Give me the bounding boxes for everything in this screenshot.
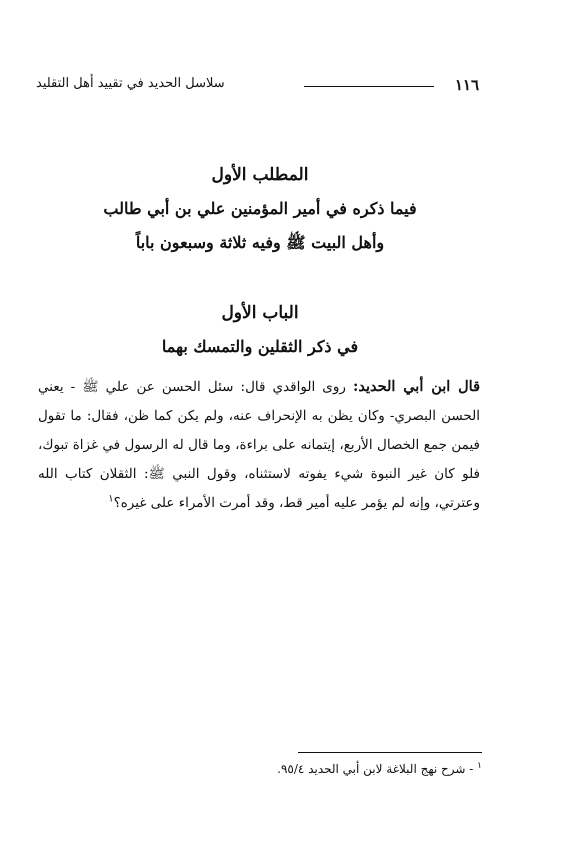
- footnote-reference: ١: [108, 493, 114, 505]
- matlab-heading-block: [40, 158, 480, 260]
- body-paragraph: [38, 372, 480, 518]
- header-divider: [304, 86, 434, 87]
- footnote: [180, 762, 482, 776]
- matlab-heading: المطلب الأول: [211, 165, 309, 185]
- book-title: سلاسل الحديد في تقييد أهل التقليد: [36, 76, 225, 91]
- paragraph-text: روى الواقدي قال: سئل الحسن عن علي ﷺ - يعني الحسن البصري- وكان يظن به الإنحراف عنه، ولم يكن كما ظن، فقال: ما تقول فيمن جمع الخصال الأربع، إيتمانه على براءة، وما قال له الرسول في غزاة تبوك، فلو كان غير النبوة شيء يفوته لاستثناه، وقول النبي ﷺ: الثقلان كتاب الله وعترتي، وإنه لم يؤمر عليه أمير قط، وقد أمرت الأمراء على غيره؟: [38, 379, 480, 511]
- running-header: [36, 74, 479, 98]
- bab-heading: الباب الأول: [221, 303, 299, 323]
- footnote-text: - شرح نهج البلاغة لابن أبي الحديد ٩٥/٤.: [277, 762, 474, 776]
- footnote-number: ١: [477, 761, 482, 771]
- matlab-subtitle-line-1: فيما ذكره في أمير المؤمنين علي بن أبي طالب: [103, 199, 417, 218]
- bab-subtitle: في ذكر الثقلين والتمسك بهما: [161, 337, 359, 356]
- bab-heading-block: [40, 296, 480, 364]
- speaker-attribution: قال ابن أبي الحديد:: [352, 378, 481, 395]
- page-number: ١١٦: [454, 76, 479, 94]
- footnote-divider: [298, 752, 482, 753]
- matlab-subtitle-line-2: وأهل البيت ﷺ وفيه ثلاثة وسبعون باباً: [135, 233, 385, 252]
